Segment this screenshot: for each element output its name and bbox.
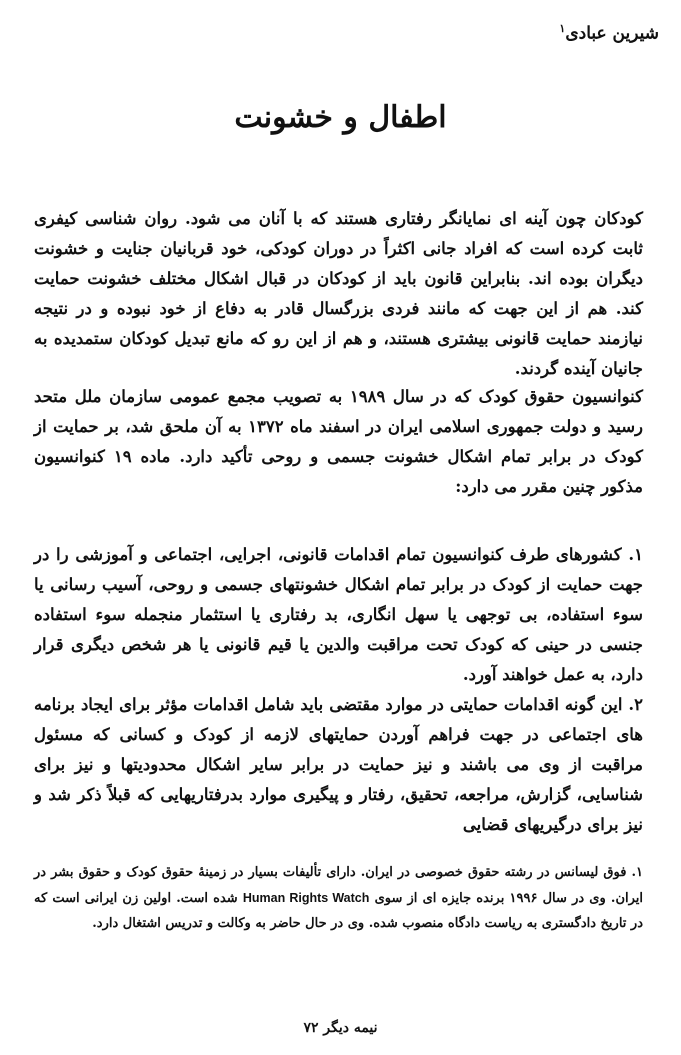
author-footnote-marker: ۱	[559, 22, 566, 35]
footnote-text-part1: ۱. فوق لیسانس در رشته حقوق خصوصی در ایران. دارای تألیفات بسیار در زمینهٔ حقوق کودک و حقوق بشر در ایران. وی در سال ۱۹۹۶ برنده جایزه ای از سوی	[34, 865, 644, 906]
article-clause-1: ۱. کشورهای طرف کنوانسیون تمام اقدامات قانونی، اجرایی، اجتماعی و آموزشی را در جهت حمایت از کودک در برابر تمام اشکال خشونتهای جسمی و روحی، آسیب رسانی یا سوء استفاده، بی توجهی یا سهل انگاری، بد رفتاری یا استثمار منجمله سوء استفاده جنسی در حینی که کودک تحت مراقبت والدین یا قیم قانونی یا هر شخص دیگری قرار دارد، به عمل خواهند آورد.	[34, 545, 643, 684]
article-title: اطفال و خشونت	[234, 100, 447, 135]
intro-paragraph: کودکان چون آینه ای نمایانگر رفتاری هستند که با آنان می شود. روان شناسی کیفری ثابت کرده است که افراد جانی اکثراً در دوران کودکی، خود قربانیان جنایت و خشونت دیگران بوده اند. بنابراین قانون باید از کودکان در قبال اشکال مختلف خشونت حمایت کند. هم از این جهت که مانند فردی بزرگسال قادر به دفاع از خود نبوده و در نتیجه نیازمند حمایت قانونی بیشتری هستند، و هم از این رو که مانع تبدیل کودکان ستمدیده به جانیان آینده گردند.	[34, 209, 643, 378]
article-clause-2: ۲. این گونه اقدامات حمایتی در موارد مقتضی باید شامل اقدامات مؤثر برای ایجاد برنامه های اجتماعی در جهت فراهم آوردن حمایتهای لازمه از کودک و کسانی که مسئول مراقبت از وی می باشند و نیز حمایت در برابر سایر اشکال محدودیتها و نیز برای شناسایی، گزارش، مراجعه، تحقیق، رفتار و پیگیری موارد بدرفتاریهایی که قبلاً ذکر شد و نیز برای درگیریهای قضایی	[34, 695, 643, 834]
article-19-clauses	[34, 540, 643, 840]
convention-paragraph: کنوانسیون حقوق کودک که در سال ۱۹۸۹ به تصویب مجمع عمومی سازمان ملل متحد رسید و دولت جمهوری اسلامی ایران در اسفند ماه ۱۳۷۲ به آن ملحق شد، بر حمایت از کودک در برابر تمام اشکال خشونت جسمی و روحی تأکید دارد. ماده ۱۹ کنوانسیون مذکور چنین مقرر می دارد:	[34, 387, 644, 496]
author-name-text: شیرین عبادی	[565, 23, 659, 44]
footnote-text-part2: شده است. اولین زن ایرانی است که در تاریخ دادگستری به ریاست دادگاه منصوب شده. وی در حال حاضر به وکالت و تدریس اشتغال دارد.	[34, 890, 643, 931]
author-footnote	[34, 860, 643, 937]
author-name	[559, 22, 659, 44]
page-footer: نیمه دیگر ۷۲	[303, 1020, 378, 1036]
footnote-organization: Human Rights Watch	[242, 890, 370, 905]
